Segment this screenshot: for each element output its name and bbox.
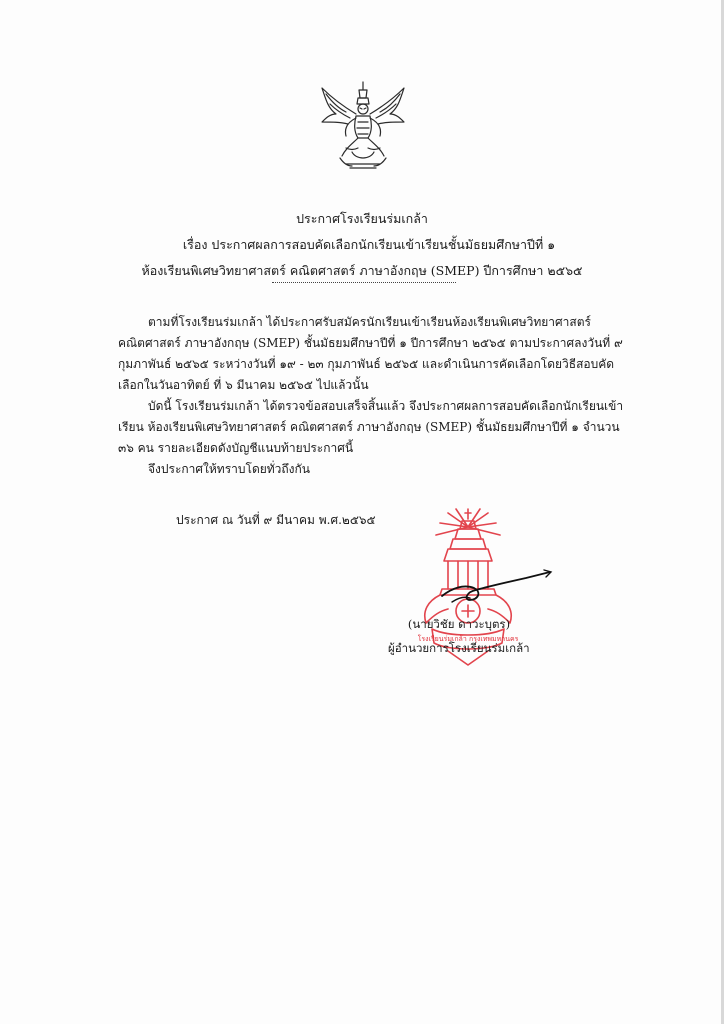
- seal-text: โรงเรียนร่มเกล้า กรุงเทพมหานคร: [418, 635, 518, 643]
- paragraph-background: ตามที่โรงเรียนร่มเกล้า ได้ประกาศรับสมัครนักเรียนเข้าเรียนห้องเรียนพิเศษวิทยาศาสตร์ คณิตศาสตร์ ภาษาอังกฤษ (SMEP) ชั้นมัธยมศึกษาปีที่ ๑ ปีการศึกษา ๒๕๖๕ ตามประกาศลงวันที่ ๙ กุมภาพันธ์ ๒๕๖๕ ระหว่างวันที่ ๑๙ - ๒๓ กุมภาพันธ์ ๒๕๖๕ และดำเนินการคัดเลือกโดยวิธีสอบคัดเลือกในวันอาทิตย์ ที่ ๖ มีนาคม ๒๕๖๕ ไปแล้วนั้น: [118, 315, 623, 392]
- signer-position: ผู้อำนวยการโรงเรียนร่มเกล้า: [388, 641, 530, 655]
- garuda-emblem-icon: [316, 78, 410, 174]
- signature-icon: [438, 566, 554, 610]
- signer-name: (นายวิชัย ดาวะบุตร): [407, 617, 511, 631]
- dotted-divider: [272, 282, 456, 283]
- document-title: [0, 206, 724, 284]
- announcement-body: [118, 312, 638, 480]
- title-program: ห้องเรียนพิเศษวิทยาศาสตร์ คณิตศาสตร์ ภาษาอังกฤษ (SMEP) ปีการศึกษา ๒๕๖๕: [141, 263, 583, 278]
- title-subject: เรื่อง ประกาศผลการสอบคัดเลือกนักเรียนเข้าเรียนชั้นมัธยมศึกษาปีที่ ๑: [182, 237, 556, 252]
- announce-date: ประกาศ ณ วันที่ ๙ มีนาคม พ.ศ.๒๕๖๕: [176, 513, 376, 527]
- paragraph-result: บัดนี้ โรงเรียนร่มเกล้า ได้ตรวจข้อสอบเสร็จสิ้นแล้ว จึงประกาศผลการสอบคัดเลือกนักเรียนเข้าเรียน ห้องเรียนพิเศษวิทยาศาสตร์ คณิตศาสตร์ ภาษาอังกฤษ (SMEP) ชั้นมัธยมศึกษาปีที่ ๑ จำนวน ๓๖ คน รายละเอียดดังบัญชีแนบท้ายประกาศนี้: [118, 399, 624, 455]
- paragraph-closing: จึงประกาศให้ทราบโดยทั่วถึงกัน: [148, 462, 311, 476]
- title-school: ประกาศโรงเรียนร่มเกล้า: [296, 211, 428, 226]
